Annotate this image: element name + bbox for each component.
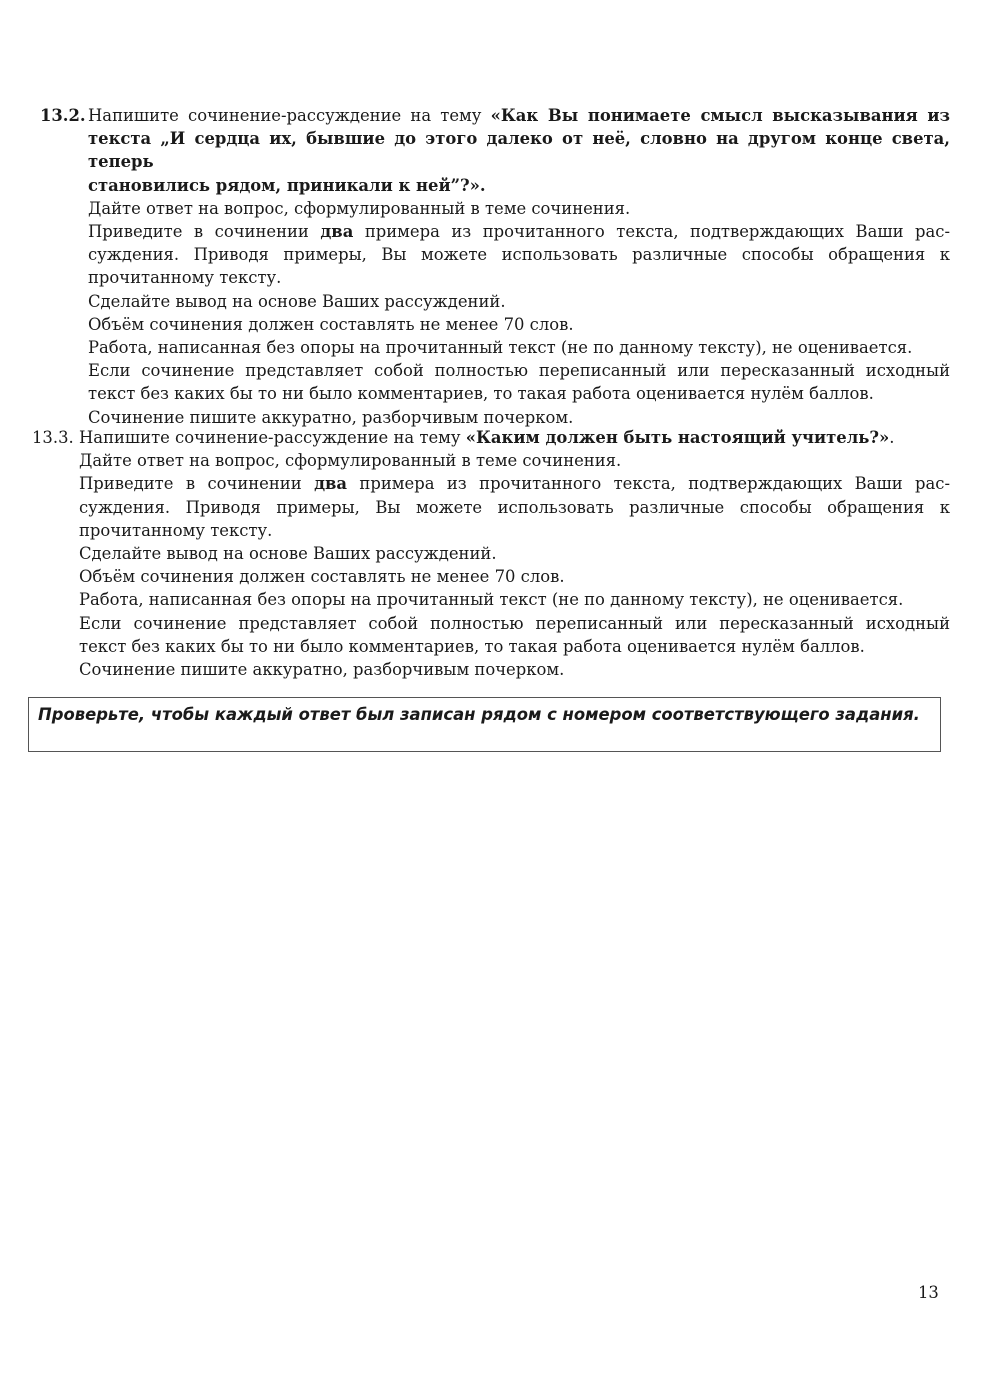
instruction-no-support: Работа, написанная без опоры на прочитанный текст (не по данному тексту), не оценивается. bbox=[79, 590, 904, 610]
instruction-neatness: Сочинение пишите аккуратно, разборчивым почерком. bbox=[79, 660, 565, 680]
instruction-copy: текст без каких бы то ни было комментариев, то такая работа оценивается нулём баллов. bbox=[79, 636, 865, 656]
task-topic-line bbox=[88, 174, 950, 197]
instruction-no-support: Работа, написанная без опоры на прочитанный текст (не по данному тексту), не оценивается. bbox=[88, 338, 913, 358]
instruction-examples: прочитанному тексту. bbox=[88, 268, 282, 288]
task-topic: «Каким должен быть настоящий учитель?» bbox=[465, 428, 890, 447]
instruction-examples: суждения. Приводя примеры, Вы можете использовать различные способы обращения к bbox=[79, 497, 950, 517]
task-topic-line: Напишите сочинение-рассуждение на тему «Каким должен быть настоящий учитель?». bbox=[79, 428, 895, 447]
task-topic: становились рядом, приникали к ней”?». bbox=[88, 175, 486, 195]
task-topic: текста „И сердца их, бывшие до этого далеко от неё, словно на другом конце света, теперь bbox=[88, 129, 950, 172]
task-13-2 bbox=[40, 104, 950, 429]
task-body bbox=[88, 104, 950, 429]
instruction-copy: текст без каких бы то ни было комментариев, то такая работа оценивается нулём баллов. bbox=[88, 384, 874, 404]
instruction-volume: Объём сочинения должен составлять не менее 70 слов. bbox=[88, 314, 574, 334]
instruction-conclusion: Сделайте вывод на основе Ваших рассуждений. bbox=[88, 291, 506, 311]
notice-box: Проверьте, чтобы каждый ответ был записан рядом с номером соответствующего задания. bbox=[28, 697, 941, 752]
task-13-3 bbox=[32, 426, 950, 681]
task-topic: «Как Вы понимаете смысл высказывания из bbox=[490, 106, 950, 125]
instruction-copy: Если сочинение представляет собой полностью переписанный или пересказанный исходный bbox=[79, 613, 950, 633]
instruction-examples: Приведите в сочинении два примера из прочитанного текста, подтверждающих Ваши рас- bbox=[79, 474, 951, 494]
task-body bbox=[79, 426, 950, 681]
instruction-copy: Если сочинение представляет собой полностью переписанный или пересказанный исходный bbox=[88, 361, 950, 381]
instruction-neatness: Сочинение пишите аккуратно, разборчивым почерком. bbox=[88, 407, 574, 427]
page-number: 13 bbox=[918, 1283, 939, 1302]
instruction-volume: Объём сочинения должен составлять не менее 70 слов. bbox=[79, 567, 565, 587]
instruction-conclusion: Сделайте вывод на основе Ваших рассуждений. bbox=[79, 544, 497, 564]
instruction-examples: суждения. Приводя примеры, Вы можете использовать различные способы обращения к bbox=[88, 245, 950, 265]
instruction-answer: Дайте ответ на вопрос, сформулированный в теме сочинения. bbox=[79, 451, 622, 471]
task-number: 13.2. bbox=[40, 106, 86, 125]
task-topic-line: Напишите сочинение-рассуждение на тему «Как Вы понимаете смысл высказывания из bbox=[88, 106, 950, 125]
instruction-examples: Приведите в сочинении два примера из прочитанного текста, подтверждающих Ваши рас- bbox=[88, 222, 950, 242]
instruction-answer: Дайте ответ на вопрос, сформулированный в теме сочинения. bbox=[88, 198, 631, 218]
task-topic-line bbox=[88, 127, 950, 173]
instruction-examples: прочитанному тексту. bbox=[79, 520, 273, 540]
task-number: 13.3. bbox=[32, 428, 74, 447]
